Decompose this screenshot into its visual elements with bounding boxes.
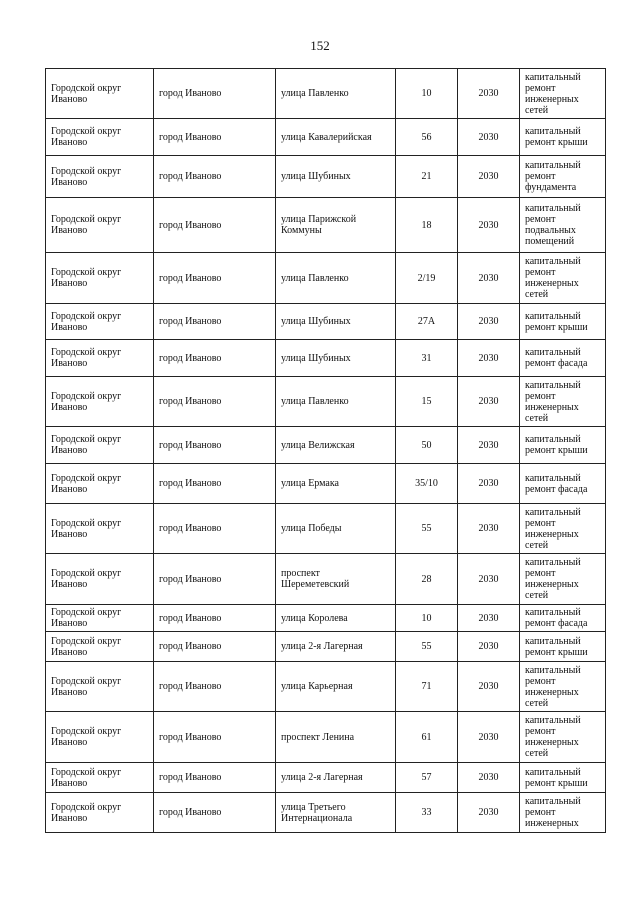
planned-year-cell: 2030 (458, 662, 520, 712)
work-type-cell: капитальный ремонт инженерных сетей (520, 554, 606, 605)
house-number-cell: 27А (396, 304, 458, 340)
street-cell: проспект Ленина (276, 712, 396, 763)
planned-year-cell: 2030 (458, 377, 520, 427)
table-row (46, 605, 606, 632)
house-number-cell: 57 (396, 763, 458, 793)
house-number-cell: 28 (396, 554, 458, 605)
planned-year-cell: 2030 (458, 340, 520, 377)
settlement-cell: город Иваново (154, 69, 276, 119)
table-row (46, 156, 606, 198)
municipal-district-cell: Городской округ Иваново (46, 554, 154, 605)
planned-year-cell: 2030 (458, 763, 520, 793)
work-type-cell: капитальный ремонт инженерных сетей (520, 253, 606, 304)
street-cell: улица Победы (276, 504, 396, 554)
street-cell: улица Павленко (276, 377, 396, 427)
work-type-cell: капитальный ремонт инженерных сетей (520, 712, 606, 763)
table-row (46, 340, 606, 377)
settlement-cell: город Иваново (154, 304, 276, 340)
table-row (46, 69, 606, 119)
house-number-cell: 33 (396, 793, 458, 833)
street-cell: улица Королева (276, 605, 396, 632)
work-type-cell: капитальный ремонт фасада (520, 605, 606, 632)
municipal-district-cell: Городской округ Иваново (46, 304, 154, 340)
settlement-cell: город Иваново (154, 793, 276, 833)
planned-year-cell: 2030 (458, 69, 520, 119)
table-body (46, 69, 606, 833)
house-number-cell: 55 (396, 632, 458, 662)
settlement-cell: город Иваново (154, 156, 276, 198)
planned-year-cell: 2030 (458, 712, 520, 763)
planned-year-cell: 2030 (458, 605, 520, 632)
planned-year-cell: 2030 (458, 156, 520, 198)
registry-table (45, 68, 606, 833)
settlement-cell: город Иваново (154, 712, 276, 763)
planned-year-cell: 2030 (458, 253, 520, 304)
planned-year-cell: 2030 (458, 504, 520, 554)
municipal-district-cell: Городской округ Иваново (46, 605, 154, 632)
street-cell: улица Павленко (276, 69, 396, 119)
street-cell: улица Шубиных (276, 340, 396, 377)
planned-year-cell: 2030 (458, 427, 520, 464)
work-type-cell: капитальный ремонт инженерных сетей (520, 377, 606, 427)
house-number-cell: 56 (396, 119, 458, 156)
table-row (46, 554, 606, 605)
street-cell: улица Парижской Коммуны (276, 198, 396, 253)
municipal-district-cell: Городской округ Иваново (46, 632, 154, 662)
settlement-cell: город Иваново (154, 377, 276, 427)
work-type-cell: капитальный ремонт крыши (520, 304, 606, 340)
municipal-district-cell: Городской округ Иваново (46, 377, 154, 427)
settlement-cell: город Иваново (154, 662, 276, 712)
work-type-cell: капитальный ремонт инженерных сетей (520, 662, 606, 712)
settlement-cell: город Иваново (154, 632, 276, 662)
table-row (46, 464, 606, 504)
planned-year-cell: 2030 (458, 304, 520, 340)
street-cell: проспект Шереметевский (276, 554, 396, 605)
street-cell: улица Третьего Интернационала (276, 793, 396, 833)
work-type-cell: капитальный ремонт инженерных сетей (520, 69, 606, 119)
municipal-district-cell: Городской округ Иваново (46, 464, 154, 504)
house-number-cell: 61 (396, 712, 458, 763)
table-row (46, 119, 606, 156)
house-number-cell: 10 (396, 69, 458, 119)
house-number-cell: 2/19 (396, 253, 458, 304)
work-type-cell: капитальный ремонт фундамента (520, 156, 606, 198)
planned-year-cell: 2030 (458, 793, 520, 833)
planned-year-cell: 2030 (458, 464, 520, 504)
house-number-cell: 15 (396, 377, 458, 427)
table-row (46, 504, 606, 554)
settlement-cell: город Иваново (154, 763, 276, 793)
work-type-cell: капитальный ремонт крыши (520, 427, 606, 464)
settlement-cell: город Иваново (154, 504, 276, 554)
table-row (46, 253, 606, 304)
house-number-cell: 10 (396, 605, 458, 632)
work-type-cell: капитальный ремонт фасада (520, 464, 606, 504)
work-type-cell: капитальный ремонт инженерных сетей (520, 504, 606, 554)
work-type-cell: капитальный ремонт крыши (520, 119, 606, 156)
settlement-cell: город Иваново (154, 464, 276, 504)
settlement-cell: город Иваново (154, 253, 276, 304)
work-type-cell: капитальный ремонт подвальных помещений (520, 198, 606, 253)
work-type-cell: капитальный ремонт фасада (520, 340, 606, 377)
house-number-cell: 18 (396, 198, 458, 253)
settlement-cell: город Иваново (154, 198, 276, 253)
municipal-district-cell: Городской округ Иваново (46, 198, 154, 253)
settlement-cell: город Иваново (154, 605, 276, 632)
settlement-cell: город Иваново (154, 427, 276, 464)
house-number-cell: 21 (396, 156, 458, 198)
municipal-district-cell: Городской округ Иваново (46, 662, 154, 712)
table-row (46, 304, 606, 340)
house-number-cell: 31 (396, 340, 458, 377)
municipal-district-cell: Городской округ Иваново (46, 427, 154, 464)
table-row (46, 712, 606, 763)
table-row (46, 632, 606, 662)
municipal-district-cell: Городской округ Иваново (46, 119, 154, 156)
street-cell: улица 2-я Лагерная (276, 763, 396, 793)
planned-year-cell: 2030 (458, 119, 520, 156)
table-row (46, 662, 606, 712)
planned-year-cell: 2030 (458, 632, 520, 662)
municipal-district-cell: Городской округ Иваново (46, 69, 154, 119)
house-number-cell: 50 (396, 427, 458, 464)
municipal-district-cell: Городской округ Иваново (46, 793, 154, 833)
municipal-district-cell: Городской округ Иваново (46, 712, 154, 763)
street-cell: улица Кавалерийская (276, 119, 396, 156)
table-row (46, 427, 606, 464)
street-cell: улица Велижская (276, 427, 396, 464)
settlement-cell: город Иваново (154, 340, 276, 377)
street-cell: улица Павленко (276, 253, 396, 304)
municipal-district-cell: Городской округ Иваново (46, 340, 154, 377)
work-type-cell: капитальный ремонт крыши (520, 632, 606, 662)
municipal-district-cell: Городской округ Иваново (46, 504, 154, 554)
work-type-cell: капитальный ремонт инженерных (520, 793, 606, 833)
house-number-cell: 71 (396, 662, 458, 712)
street-cell: улица Ермака (276, 464, 396, 504)
table-row (46, 377, 606, 427)
street-cell: улица Шубиных (276, 304, 396, 340)
settlement-cell: город Иваново (154, 119, 276, 156)
table-row (46, 763, 606, 793)
street-cell: улица Шубиных (276, 156, 396, 198)
work-type-cell: капитальный ремонт крыши (520, 763, 606, 793)
settlement-cell: город Иваново (154, 554, 276, 605)
municipal-district-cell: Городской округ Иваново (46, 253, 154, 304)
table-row (46, 198, 606, 253)
planned-year-cell: 2030 (458, 198, 520, 253)
municipal-district-cell: Городской округ Иваново (46, 763, 154, 793)
house-number-cell: 35/10 (396, 464, 458, 504)
street-cell: улица 2-я Лагерная (276, 632, 396, 662)
municipal-district-cell: Городской округ Иваново (46, 156, 154, 198)
table-row (46, 793, 606, 833)
house-number-cell: 55 (396, 504, 458, 554)
street-cell: улица Карьерная (276, 662, 396, 712)
planned-year-cell: 2030 (458, 554, 520, 605)
page-number: 152 (310, 38, 330, 53)
